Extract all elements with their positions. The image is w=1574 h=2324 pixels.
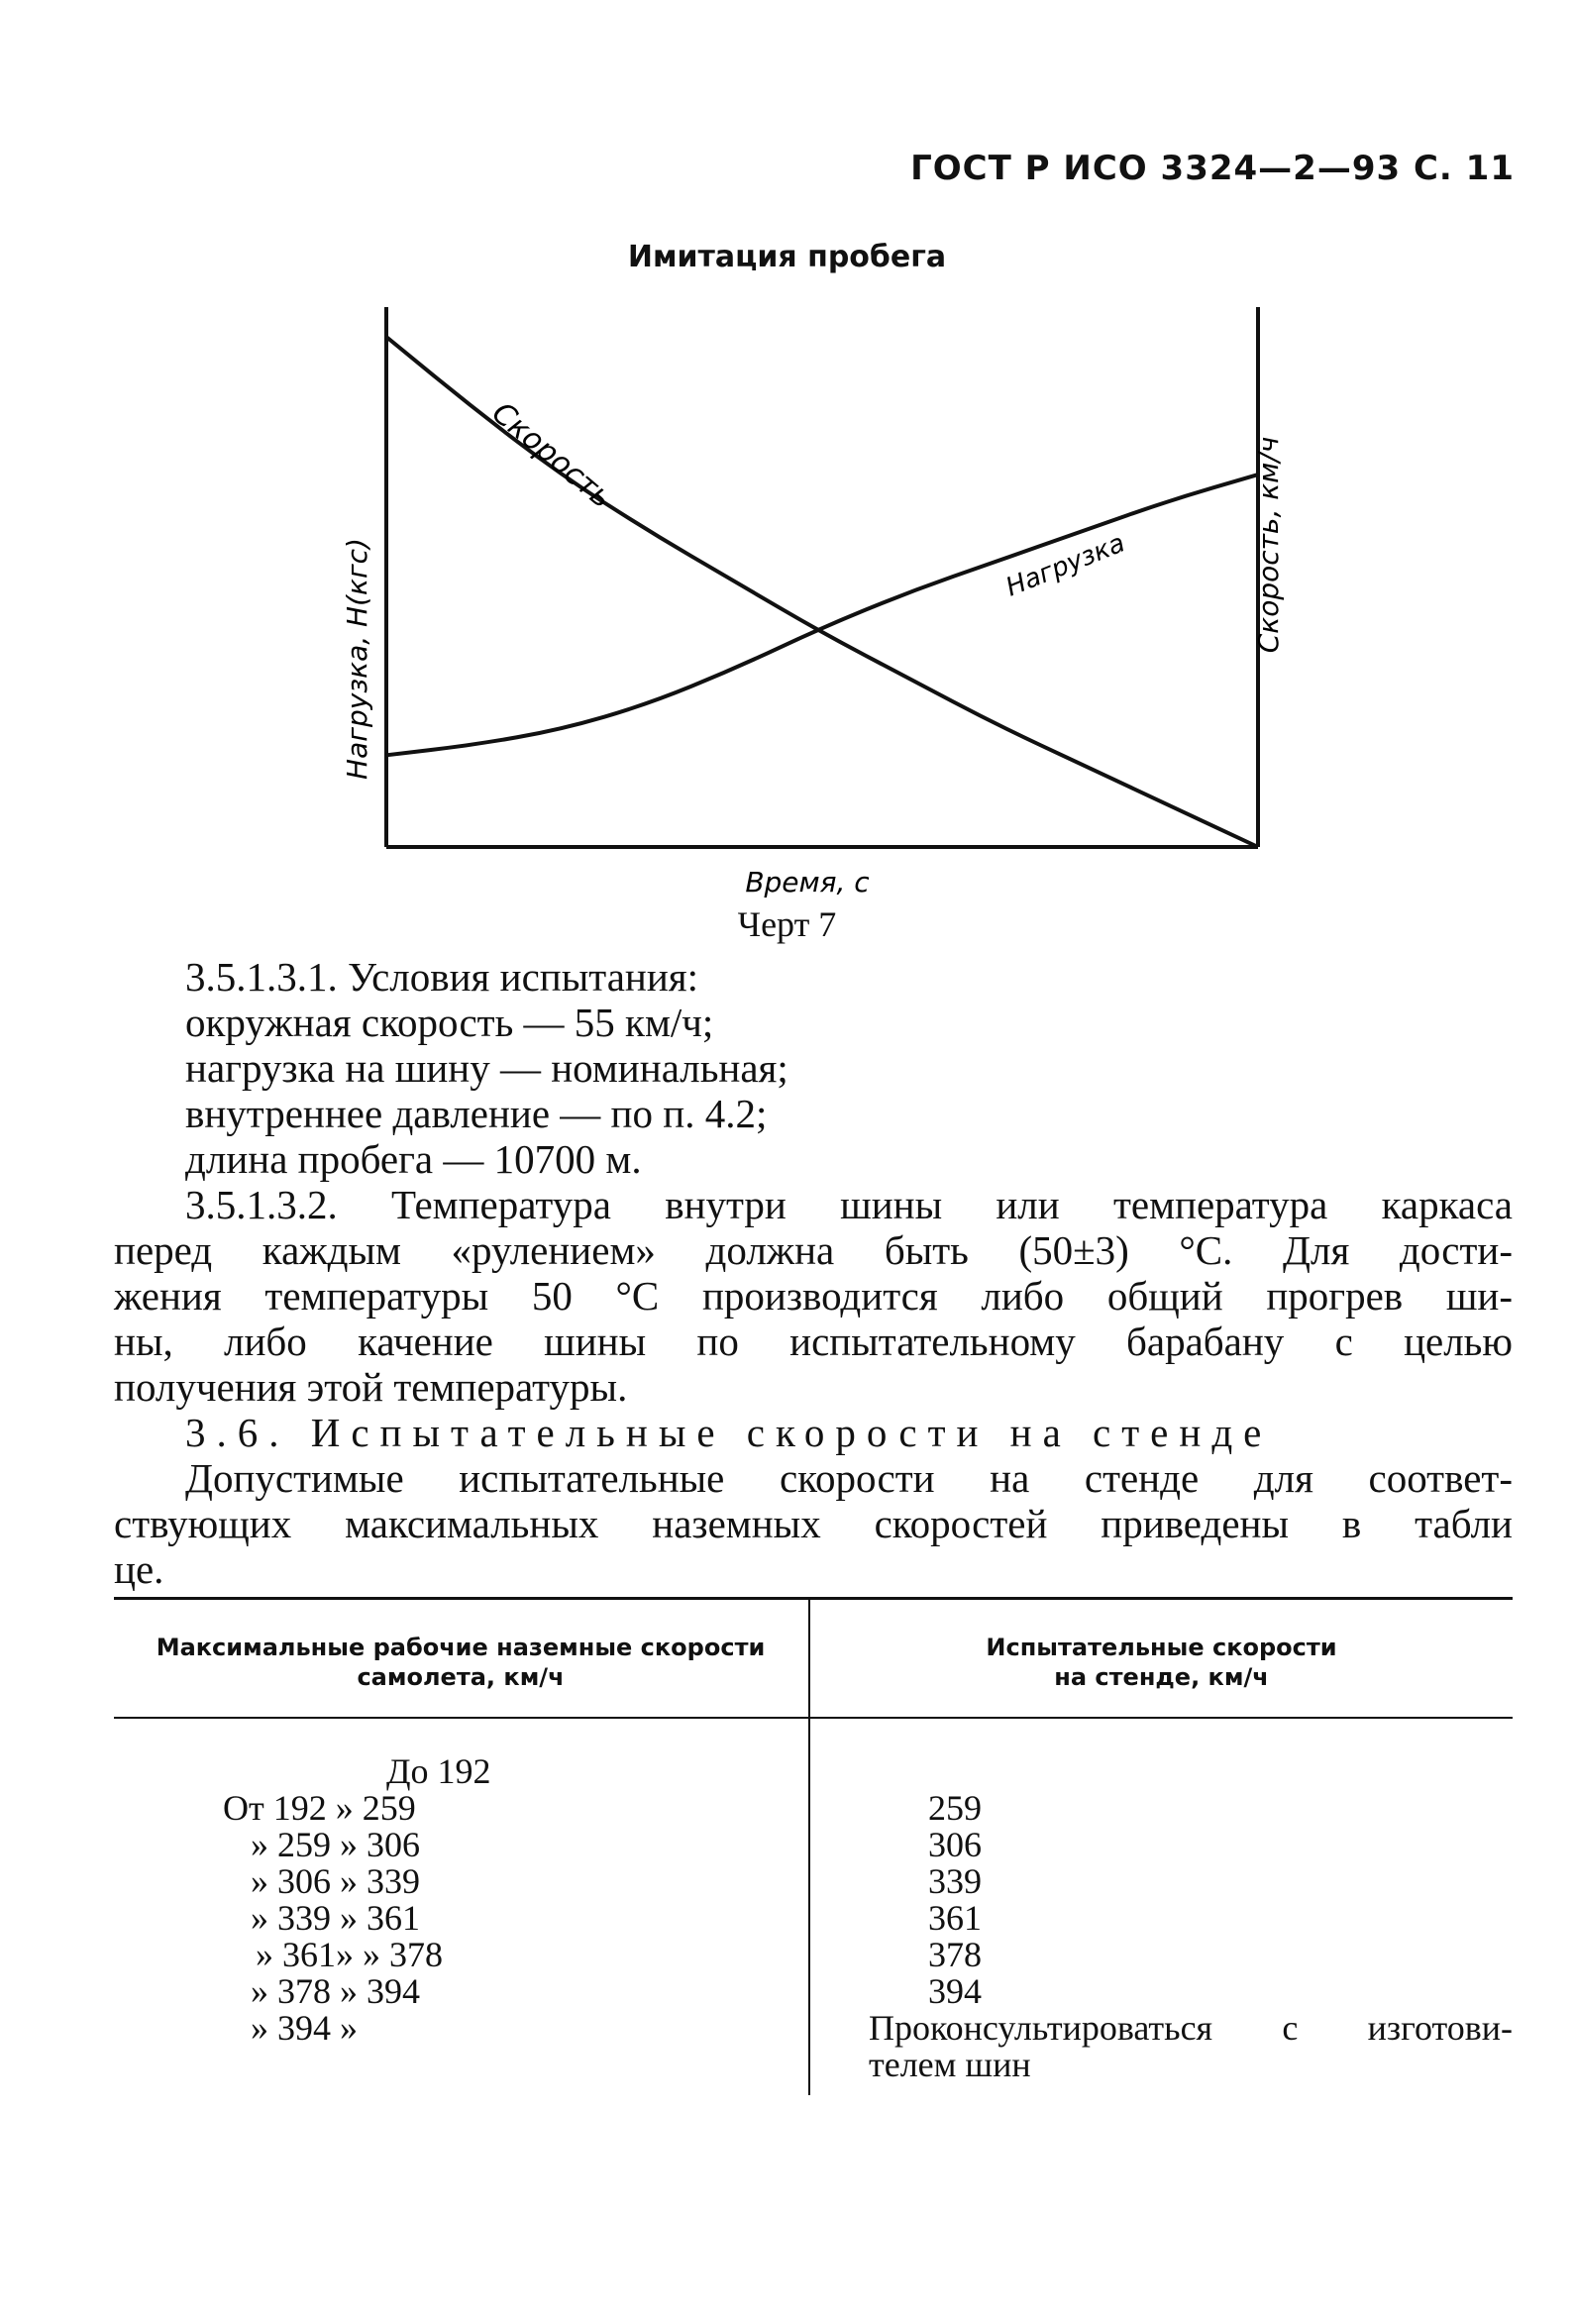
table-row-right: 259	[928, 1788, 982, 1828]
x-axis-label: Время, с	[745, 866, 870, 898]
table-header-rule	[114, 1717, 1513, 1719]
y-axis-right-label: Скорость, км/ч	[1252, 436, 1285, 654]
clause-3-5-1-3-2-line-2: перед каждым «рулением» должна быть (50±3) °С. Для дости-	[114, 1227, 1513, 1273]
table-body	[0, 1753, 1574, 2090]
table-row-right: 394	[928, 1971, 982, 2011]
paragraph-3-6-line-3: це.	[114, 1546, 164, 1592]
clause-3-5-1-3-2-line-4: ны, либо качение шины по испытательному барабану с целью	[114, 1319, 1513, 1364]
body-text	[114, 0, 1513, 1592]
figure-caption: Черт 7	[737, 904, 837, 944]
series-label-speed: Скорость	[484, 395, 619, 516]
table-row-right: 361	[928, 1898, 982, 1938]
figure-title: Имитация пробега	[627, 240, 947, 274]
clause-3-5-1-3-2-line-5: получения этой температуры.	[114, 1364, 628, 1410]
paragraph-3-6-line-1: Допустимые испытательные скорости на стенде для соответ-	[185, 1455, 1513, 1501]
table-row-right: 306	[928, 1825, 982, 1864]
table-row-right: 339	[928, 1861, 982, 1901]
table-row-left: » 378 » 394	[251, 1971, 420, 2011]
section-3-6-heading: 3.6. Испытательные скорости на стенде	[185, 1410, 1273, 1455]
table-top-rule	[114, 1597, 1513, 1600]
clause-3-5-1-3-2-line-1: 3.5.1.3.2. Температура внутри шины или температура каркаса	[185, 1182, 1513, 1227]
table-row-right: Проконсультироваться с изготови-	[869, 2008, 1513, 2048]
table-row-left: » 339 » 361	[251, 1898, 420, 1938]
condition-pressure: внутреннее давление — по п. 4.2;	[185, 1091, 768, 1136]
paragraph-3-6-line-2: ствующих максимальных наземных скоростей приведены в табли	[114, 1501, 1513, 1546]
clause-3-5-1-3-2-line-3: жения температуры 50 °С производится либо общий прогрев ши-	[114, 1273, 1513, 1319]
table-row-left: До 192	[386, 1751, 491, 1791]
clause-3-5-1-3-1: 3.5.1.3.1. Условия испытания:	[185, 954, 699, 1000]
table-header-test-speed	[810, 1633, 1513, 1692]
header-ground-speed-line-1: Максимальные рабочие наземные скорости	[156, 1634, 766, 1661]
header-ground-speed-line-2: самолета, км/ч	[357, 1663, 565, 1691]
table-row-right: телем шин	[869, 2045, 1031, 2084]
condition-load: нагрузка на шину — номинальная;	[185, 1045, 788, 1091]
table-row-left: » 361» » 378	[256, 1935, 443, 1974]
table-row-left: » 259 » 306	[251, 1825, 420, 1864]
table-row-right: 378	[928, 1935, 982, 1974]
condition-distance: длина пробега — 10700 м.	[185, 1136, 642, 1182]
table-header-ground-speed	[114, 1633, 807, 1692]
header-test-speed-line-1: Испытательные скорости	[986, 1634, 1337, 1661]
table-row-left: От 192 » 259	[223, 1788, 416, 1828]
condition-speed: окружная скорость — 55 км/ч;	[185, 1000, 714, 1045]
table-row-left: » 394 »	[251, 2008, 358, 2048]
table-row-left: » 306 » 339	[251, 1861, 420, 1901]
header-test-speed-line-2: на стенде, км/ч	[1054, 1663, 1269, 1691]
series-label-load: Нагрузка	[1001, 528, 1129, 603]
page-header: ГОСТ Р ИСО 3324—2—93 С. 11	[910, 149, 1515, 188]
y-axis-left-label: Нагрузка, Н(кгс)	[341, 538, 373, 780]
